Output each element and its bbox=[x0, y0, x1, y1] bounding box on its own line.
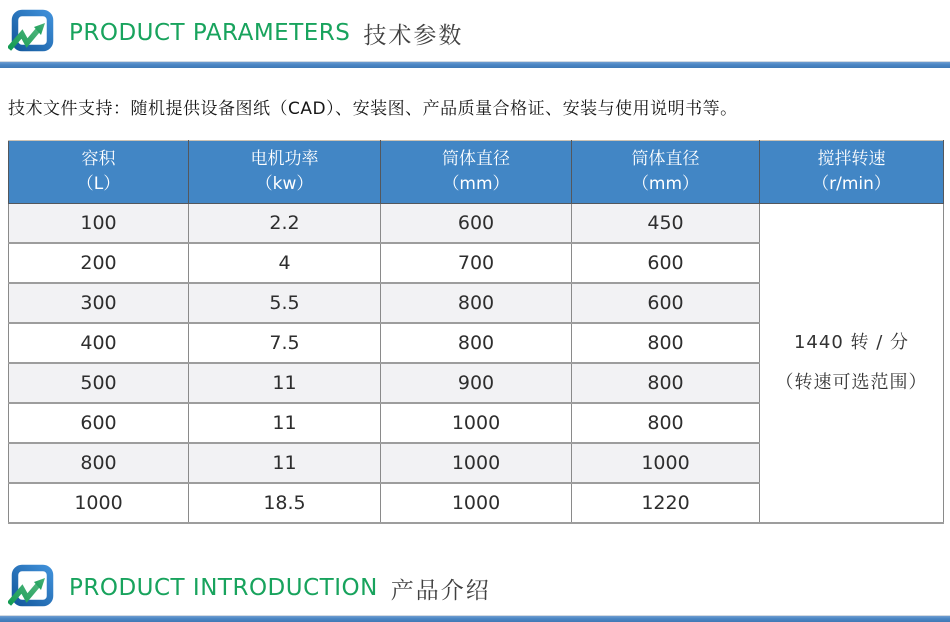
section-header-parameters bbox=[0, 0, 950, 57]
table-cell: 200 bbox=[9, 243, 189, 283]
table-cell: 1000 bbox=[381, 443, 572, 483]
table-cell: 600 bbox=[381, 204, 572, 244]
support-note: 技术文件支持：随机提供设备图纸（CAD）、安装图、产品质量合格证、安装与使用说明书等。 bbox=[8, 99, 738, 119]
table-cell: 800 bbox=[572, 403, 760, 443]
table-cell: 400 bbox=[9, 323, 189, 363]
table-cell: 500 bbox=[9, 363, 189, 403]
brand-logo-icon bbox=[8, 9, 56, 57]
table-cell: 700 bbox=[381, 243, 572, 283]
parameters-table bbox=[8, 140, 944, 524]
section-title-en: PRODUCT PARAMETERS bbox=[69, 20, 351, 46]
table-cell: 800 bbox=[9, 443, 189, 483]
table-cell: 11 bbox=[189, 363, 381, 403]
table-header-row bbox=[9, 141, 944, 204]
table-cell: 1000 bbox=[572, 443, 760, 483]
section-title-zh: 技术参数 bbox=[363, 22, 464, 49]
table-cell: 11 bbox=[189, 443, 381, 483]
table-row bbox=[9, 204, 944, 244]
table-cell: 100 bbox=[9, 204, 189, 244]
table-cell: 800 bbox=[572, 323, 760, 363]
table-cell: 300 bbox=[9, 283, 189, 323]
section-divider bbox=[0, 615, 950, 622]
table-cell: 18.5 bbox=[189, 483, 381, 523]
column-header: 筒体直径 （mm） bbox=[381, 141, 572, 204]
table-cell: 1000 bbox=[381, 483, 572, 523]
section-divider bbox=[0, 61, 950, 68]
table-cell: 600 bbox=[572, 243, 760, 283]
table-cell: 450 bbox=[572, 204, 760, 244]
table-cell: 600 bbox=[9, 403, 189, 443]
table-cell: 11 bbox=[189, 403, 381, 443]
brand-logo-icon bbox=[8, 564, 56, 612]
table-cell: 1000 bbox=[9, 483, 189, 523]
table-cell: 900 bbox=[381, 363, 572, 403]
column-header: 筒体直径 （mm） bbox=[572, 141, 760, 204]
column-header: 电机功率 （kw） bbox=[189, 141, 381, 204]
table-cell: 1220 bbox=[572, 483, 760, 523]
section-title-zh: 产品介绍 bbox=[390, 577, 491, 604]
table-cell: 800 bbox=[381, 323, 572, 363]
column-header: 容积 （L） bbox=[9, 141, 189, 204]
table-cell: 2.2 bbox=[189, 204, 381, 244]
section-title-en: PRODUCT INTRODUCTION bbox=[69, 575, 378, 601]
column-header: 搅拌转速 （r/min） bbox=[760, 141, 944, 204]
table-cell: 800 bbox=[572, 363, 760, 403]
table-cell: 7.5 bbox=[189, 323, 381, 363]
table-cell: 800 bbox=[381, 283, 572, 323]
table-cell: 1000 bbox=[381, 403, 572, 443]
table-cell: 4 bbox=[189, 243, 381, 283]
table-cell: 5.5 bbox=[189, 283, 381, 323]
section-header-introduction bbox=[0, 555, 950, 612]
speed-merged-cell: 1440 转 / 分 （转速可选范围） bbox=[760, 204, 944, 524]
table-body bbox=[9, 204, 944, 524]
table-cell: 600 bbox=[572, 283, 760, 323]
